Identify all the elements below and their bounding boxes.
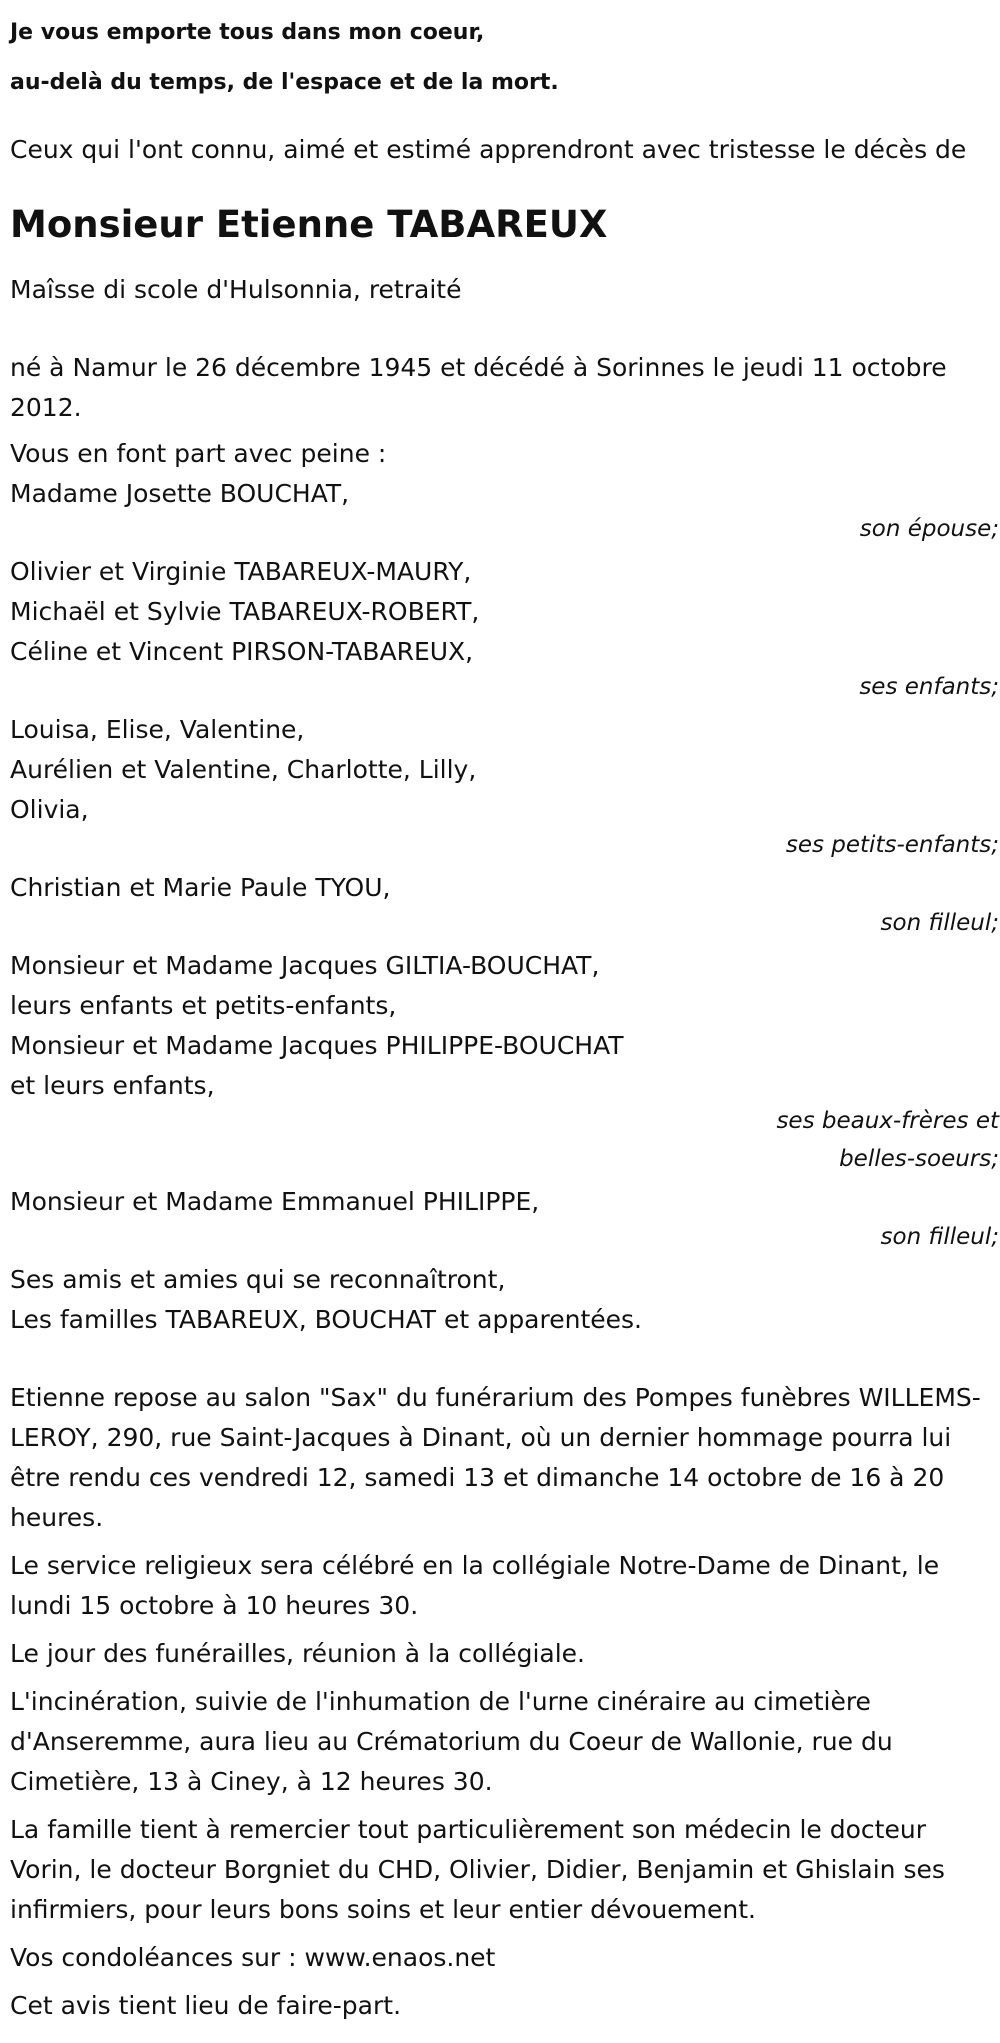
family-name: Louisa, Elise, Valentine, [10, 715, 305, 744]
others-line: Ses amis et amies qui se reconnaîtront, [10, 1265, 506, 1294]
family-name: Céline et Vincent PIRSON-TABAREUX, [10, 637, 474, 666]
paragraph: Etienne repose au salon "Sax" du funérarium des Pompes funèbres WILLEMS-LEROY, 290, rue Saint-Jacques à Dinant, où un dernier hommage pourra lui être rendu ces vendredi 12, samedi 13 et dimanche 14 octobre de 16 à 20 heures. [10, 1383, 981, 1532]
family-relation: ses petits-enfants; [785, 832, 999, 858]
family-group [10, 474, 1000, 548]
family-name: Monsieur et Madame Jacques PHILIPPE-BOUCHAT [10, 1031, 624, 1060]
family-name: Monsieur et Madame Jacques GILTIA-BOUCHAT, [10, 951, 600, 980]
family-relation: son filleul; [880, 910, 999, 936]
birth-death-dates: né à Namur le 26 décembre 1945 et décédé à Sorinnes le jeudi 11 octobre 2012. [10, 353, 947, 422]
family-relation: ses enfants; [859, 674, 999, 700]
paragraph: Cet avis tient lieu de faire-part. [10, 1991, 402, 2020]
family-name: et leurs enfants, [10, 1071, 215, 1100]
family-name: Olivier et Virginie TABAREUX-MAURY, [10, 557, 472, 586]
occupation: Maîsse di scole d'Hulsonnia, retraité [10, 275, 462, 304]
family-name: leurs enfants et petits-enfants, [10, 991, 397, 1020]
epitaph-line: Je vous emporte tous dans mon coeur, [10, 20, 485, 45]
family-group [10, 710, 1000, 864]
family-group [10, 552, 1000, 706]
condolences-link-text: Vos condoléances sur : www.enaos.net [10, 1943, 496, 1972]
family-relation: son épouse; [859, 516, 999, 542]
family-group [10, 1182, 1000, 1256]
family-relation: son filleul; [880, 1224, 999, 1250]
family-name: Michaël et Sylvie TABAREUX-ROBERT, [10, 597, 480, 626]
family-name: Monsieur et Madame Emmanuel PHILIPPE, [10, 1187, 540, 1216]
paragraph: Le service religieux sera célébré en la collégiale Notre-Dame de Dinant, le lundi 15 octobre à 10 heures 30. [10, 1551, 940, 1620]
family-name: Aurélien et Valentine, Charlotte, Lilly, [10, 755, 477, 784]
intro-text: Ceux qui l'ont connu, aimé et estimé apprendront avec tristesse le décès de [10, 135, 967, 164]
family-relation: ses beaux-frères et belles-soeurs; [776, 1108, 999, 1172]
details-section [10, 1378, 1000, 2026]
epitaph-line: au-delà du temps, de l'espace et de la mort. [10, 70, 559, 95]
deceased-name: Monsieur Etienne TABAREUX [10, 203, 608, 246]
family-name: Christian et Marie Paule TYOU, [10, 873, 391, 902]
others-group [10, 1260, 1000, 1340]
announce-text: Vous en font part avec peine : [10, 439, 387, 468]
paragraph: Le jour des funérailles, réunion à la collégiale. [10, 1639, 585, 1668]
others-line: Les familles TABAREUX, BOUCHAT et apparentées. [10, 1305, 642, 1334]
paragraph: L'incinération, suivie de l'inhumation de l'urne cinéraire au cimetière d'Anseremme, aura lieu au Crématorium du Coeur de Wallonie, rue du Cimetière, 13 à Ciney, à 12 heures 30. [10, 1687, 893, 1796]
family-group [10, 946, 1000, 1178]
family-name: Madame Josette BOUCHAT, [10, 479, 350, 508]
family-group [10, 868, 1000, 942]
paragraph: La famille tient à remercier tout particulièrement son médecin le docteur Vorin, le docteur Borgniet du CHD, Olivier, Didier, Benjamin et Ghislain ses infirmiers, pour leurs bons soins et leur entier dévouement. [10, 1815, 945, 1924]
family-name: Olivia, [10, 795, 89, 824]
